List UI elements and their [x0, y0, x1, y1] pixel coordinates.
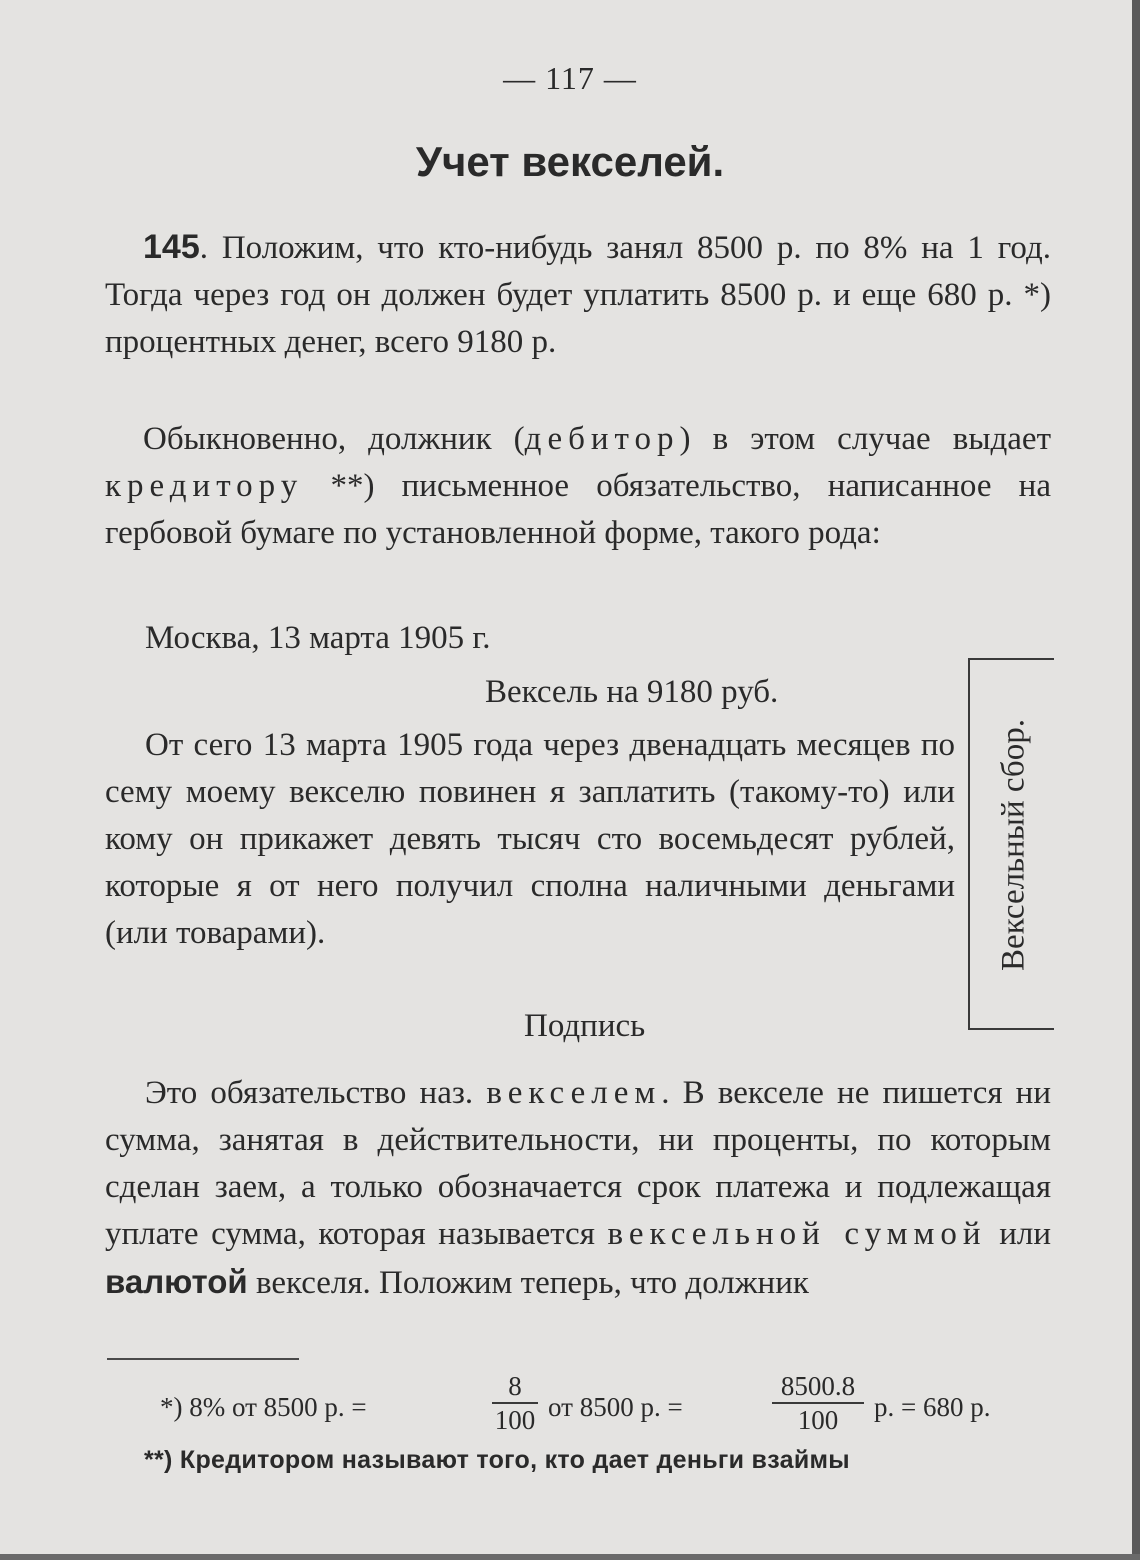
text-fragment: или	[986, 1216, 1052, 1252]
bill-signature: Подпись	[524, 1008, 646, 1044]
stamp-duty-label: Вексельный сбор.	[995, 719, 1032, 971]
fraction-numerator: 8	[492, 1370, 538, 1404]
footnote-1-tail: р. = 680 р.	[874, 1392, 991, 1422]
footnote-1	[160, 1368, 1060, 1444]
text-fragment: векселя. Положим теперь, что должник	[247, 1265, 809, 1301]
fraction-denominator: 100	[797, 1405, 839, 1435]
term-creditor: кредитору	[105, 468, 304, 504]
fraction-numerator: 8500.8	[772, 1370, 864, 1404]
bill-place-date: Москва, 13 марта 1905 г.	[145, 620, 491, 656]
footnote-1-lead: *) 8% от 8500 р. =	[160, 1392, 367, 1422]
text-fragment: Обыкновенно, должник (	[143, 421, 525, 457]
term-debtor: дебитор	[524, 421, 680, 457]
bill-body: От сего 13 марта 1905 года через двенадцать месяцев по сему моему векселю повинен я заплатить (такому-то) или кому он прикажет девять тысяч сто восемьдесят рублей, которые я от него получил сполна наличными деньгами (или товарами).	[105, 727, 955, 951]
text-fragment: Это обязательство наз.	[145, 1075, 487, 1111]
text-fragment: **) письменное обязательство, написанное на гербовой бумаге по установленной форме, такого рода:	[105, 468, 1051, 551]
paragraph-definition	[105, 1070, 1051, 1307]
paragraph-145-text: . Положим, что кто-нибудь занял 8500 р. по 8% на 1 год. Тогда через год он должен будет уплатить 8500 р. и еще 680 р. *) процентных денег, всего 9180 р.	[105, 230, 1051, 360]
paragraph-145	[105, 224, 1051, 366]
text-fragment: . В векселе не пишется ни сумма, занятая в действительности, ни проценты, по которым сделан заем, а только обозначается срок платежа и подлежащая уплате сумма, которая называется	[105, 1075, 1051, 1252]
footnote-2: **) Кредитором называют того, кто дает деньги взаймы	[144, 1446, 850, 1474]
footnote-1-mid: от 8500 р. =	[548, 1392, 683, 1422]
problem-number: 145	[143, 228, 200, 266]
fraction-product-over-100	[772, 1370, 864, 1436]
fraction-8-over-100	[492, 1370, 538, 1436]
term-currency: валютой	[105, 1263, 248, 1300]
text-fragment: ) в этом случае выдает	[679, 421, 1051, 457]
footnote-rule	[107, 1358, 299, 1360]
page-number: — 117 —	[503, 60, 637, 96]
section-heading: Учет векселей.	[415, 138, 725, 185]
term-bill-sum: вексельной суммой	[607, 1216, 987, 1252]
paragraph-usually	[105, 416, 1051, 557]
page-edge-bottom	[0, 1554, 1140, 1560]
page-edge-shadow	[1132, 0, 1140, 1560]
fraction-denominator: 100	[494, 1405, 536, 1435]
term-bill: векселем	[486, 1075, 662, 1111]
bill-title: Вексель на 9180 руб.	[485, 674, 779, 710]
